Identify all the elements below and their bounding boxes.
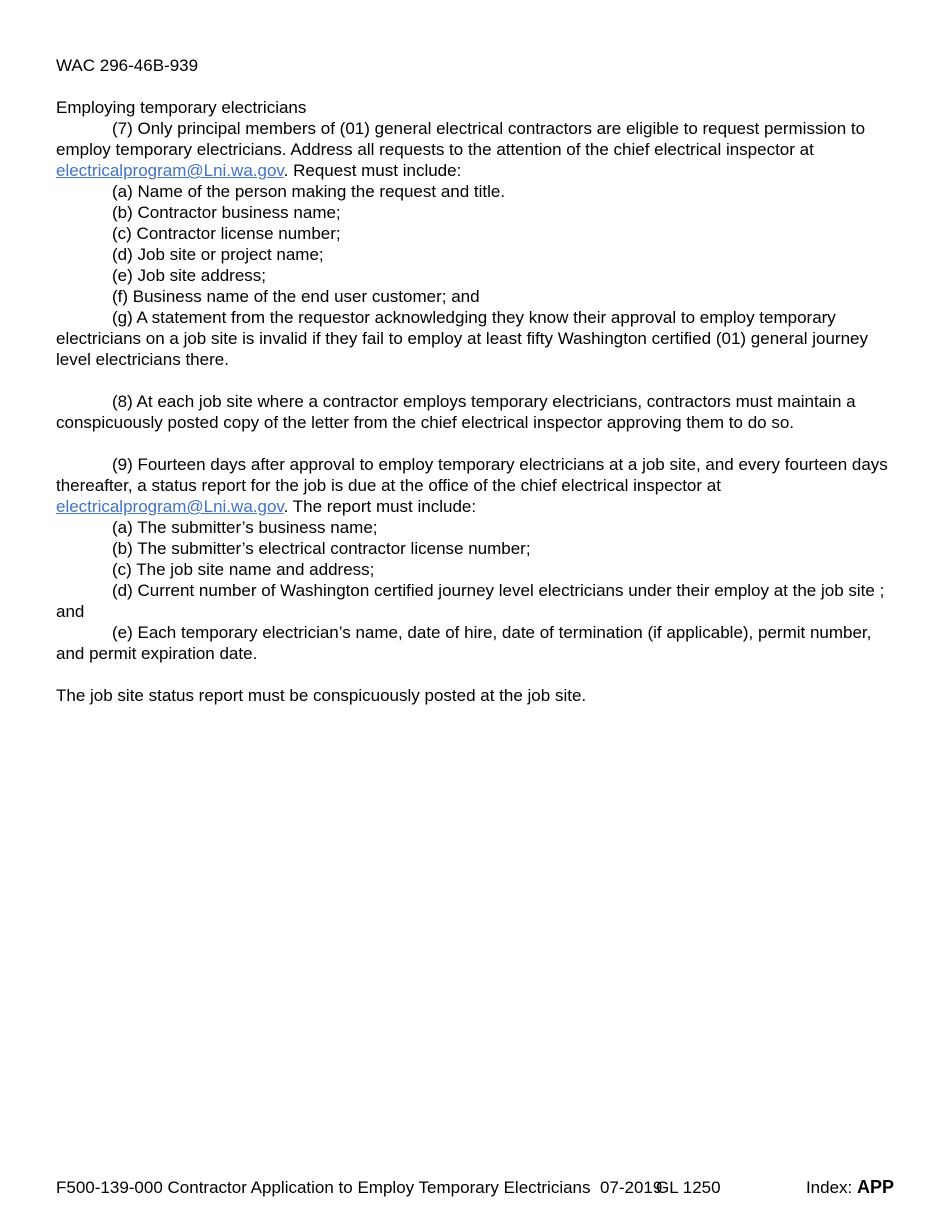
paragraph-9-text-pre: (9) Fourteen days after approval to employ temporary electricians at a job site, and every fourteen days thereafter, a status report for the job is due at the office of the chief electrical inspector at: [56, 455, 888, 495]
document-page: [56, 55, 894, 706]
list-item-7c: (c) Contractor license number;: [112, 224, 341, 243]
list-item-9b: (b) The submitter’s electrical contractor license number;: [112, 539, 531, 558]
list-item-7g: (g) A statement from the requestor acknowledging they know their approval to employ temporary electricians on a job site is invalid if they fail to employ at least fifty Washington certified (01) general journey level electricians there.: [56, 308, 868, 369]
footer-index-value: APP: [856, 1177, 894, 1197]
list-item-9e: (e) Each temporary electrician’s name, date of hire, date of termination (if applicable), permit number, and permit expiration date.: [56, 623, 872, 663]
list-item-7a: (a) Name of the person making the request and title.: [112, 182, 506, 201]
list-item-7b: (b) Contractor business name;: [112, 203, 341, 222]
list-item-9a: (a) The submitter’s business name;: [112, 518, 378, 537]
paragraph-7-text-pre: (7) Only principal members of (01) general electrical contractors are eligible to request permission to employ temporary electricians. Address all requests to the attention of the chief electrical inspector at: [56, 119, 866, 159]
footer-form-number: F500-139-000 Contractor Application to Employ Temporary Electricians 07-2019: [56, 1178, 663, 1197]
document-heading: Employing temporary electricians: [56, 98, 307, 117]
list-item-7d: (d) Job site or project name;: [112, 245, 324, 264]
paragraph-9: [56, 454, 894, 517]
email-link-report[interactable]: electricalprogram@Lni.wa.gov: [56, 497, 284, 516]
list-item-7f: (f) Business name of the end user customer; and: [112, 287, 480, 306]
list-item-7e: (e) Job site address;: [112, 266, 267, 285]
list-item-9c: (c) The job site name and address;: [112, 560, 375, 579]
email-link-request[interactable]: electricalprogram@Lni.wa.gov: [56, 161, 284, 180]
paragraph-7: [56, 118, 894, 181]
footer-gl-code: GL 1250: [656, 1178, 721, 1197]
wac-number: WAC 296-46B-939: [56, 56, 199, 75]
footer-index-label: Index:: [805, 1178, 857, 1197]
paragraph-9-text-post: . The report must include:: [283, 497, 477, 516]
footer-index: [806, 1177, 894, 1198]
page-footer: [56, 1177, 894, 1198]
closing-statement: The job site status report must be conspicuously posted at the job site.: [56, 686, 587, 705]
paragraph-7-text-post: . Request must include:: [283, 161, 462, 180]
list-item-9d: (d) Current number of Washington certified journey level electricians under their employ at the job site ; and: [56, 581, 885, 621]
paragraph-8: (8) At each job site where a contractor employs temporary electricians, contractors must maintain a conspicuously posted copy of the letter from the chief electrical inspector approving them to do so.: [56, 392, 856, 432]
